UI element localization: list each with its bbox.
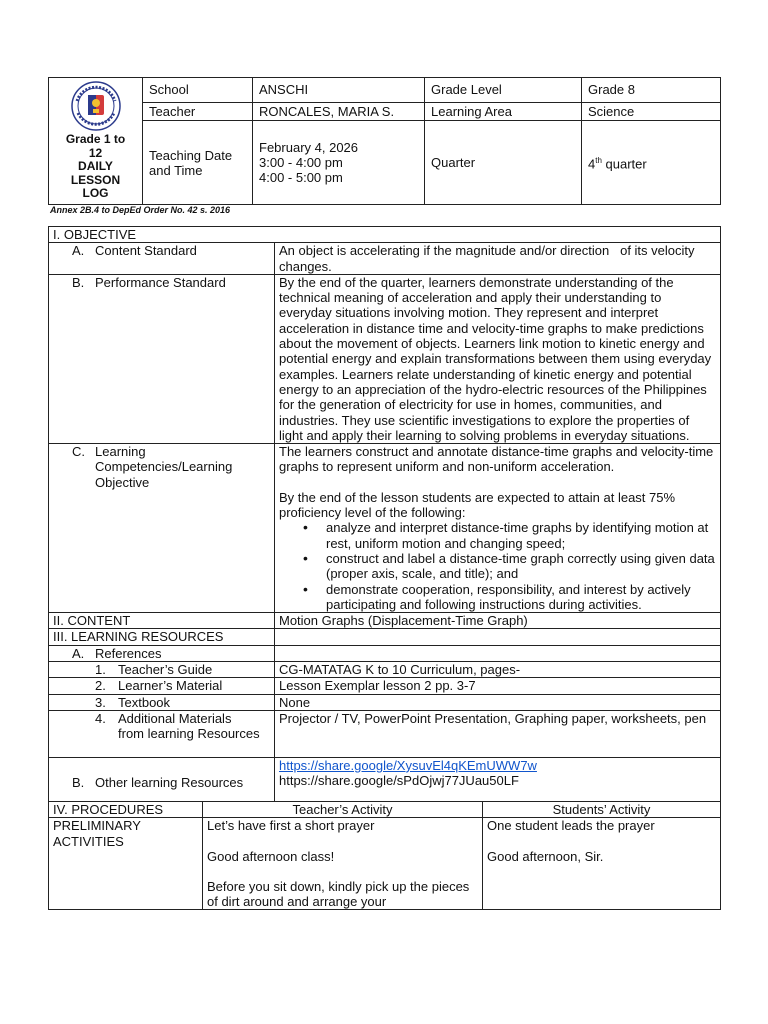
quarter-number: 4 xyxy=(588,156,596,172)
competencies-text-1: The learners construct and annotate distance-time graphs and velocity-time graphs to represent uniform and non-uniform acceleration. xyxy=(279,444,714,475)
annex-note: Annex 2B.4 to DepEd Order No. 42 s. 2016 xyxy=(50,205,231,215)
textbook-value: None xyxy=(275,694,721,710)
competencies-label-cell xyxy=(49,444,275,613)
performance-standard-text: By the end of the quarter, learners demonstrate understanding of the technical meaning of acceleration and apply their understanding to everyday situations involving motion. They represent and interpret acceleration in distance time and velocity-time graphs to make predictions about the movement of objects. Learners link motion to kinetic energy and potential energy and explain transformations between them using everyday examples. Learners relate understanding of kinetic energy and potential energy to an appreciation of the hydro-electric resources of the Philippines for the generation of electricity for use in homes, communities, and industries. They use scientific investigations to explore the properties of light and apply their learning to solving problems in everyday situations. xyxy=(275,274,721,443)
teacher-line-3: Before you sit down, kindly pick up the pieces of dirt around and arrange your xyxy=(207,878,470,910)
student-activity-header: Students’ Activity xyxy=(483,801,721,817)
other-resources-label: Other learning Resources xyxy=(95,774,244,790)
performance-standard-mark: B. xyxy=(72,274,85,290)
other-resources-mark: B. xyxy=(72,774,85,790)
teachers-guide-num: 1. xyxy=(95,662,106,678)
references-mark: A. xyxy=(72,645,85,661)
list-item: • analyze and interpret distance-time graphs by identifying motion at rest, uniform motion and changing speed; xyxy=(303,520,716,551)
teachers-guide-label-cell xyxy=(49,662,275,678)
resource-link-1[interactable]: https://share.google/XysuvEl4qKEmUWW7w xyxy=(279,757,537,773)
procedures-heading: IV. PROCEDURES xyxy=(49,801,203,817)
grade-level-label: Grade Level xyxy=(425,78,582,103)
teacher-line-1: Let’s have first a short prayer xyxy=(207,818,375,834)
school-value: ANSCHI xyxy=(253,78,425,103)
references-label: References xyxy=(95,645,162,661)
other-resources-links xyxy=(275,757,721,801)
content-standard-label-cell xyxy=(49,243,275,275)
teachers-guide-value: CG-MATATAG K to 10 Curriculum, pages- xyxy=(275,662,721,678)
school-label: School xyxy=(143,78,253,103)
quarter-value xyxy=(582,121,721,205)
competencies-label: Learning Competencies/Learning Objective xyxy=(95,444,233,490)
grade-level-value: Grade 8 xyxy=(582,78,721,103)
teacher-line-2: Good afternoon class! xyxy=(207,848,335,864)
teacher-label: Teacher xyxy=(143,103,253,121)
references-blank xyxy=(275,645,721,661)
student-line-1: One student leads the prayer xyxy=(487,818,655,834)
learning-area-label: Learning Area xyxy=(425,103,582,121)
lesson-table xyxy=(48,226,721,910)
learners-material-value: Lesson Exemplar lesson 2 pp. 3-7 xyxy=(275,678,721,694)
objective-heading: I. OBJECTIVE xyxy=(49,227,721,243)
learners-material-num: 2. xyxy=(95,678,106,694)
content-standard-label: Content Standard xyxy=(95,243,197,259)
content-standard-mark: A. xyxy=(72,243,85,259)
additional-materials-label-cell xyxy=(49,710,275,757)
content-value: Motion Graphs (Displacement-Time Graph) xyxy=(275,613,721,629)
resources-heading-blank xyxy=(275,629,721,645)
teaching-time-2: 4:00 - 5:00 pm xyxy=(259,170,343,186)
student-line-2: Good afternoon, Sir. xyxy=(487,848,604,864)
teacher-activity-header: Teacher’s Activity xyxy=(203,801,483,817)
performance-standard-label: Performance Standard xyxy=(95,274,226,290)
preliminary-activities-label: PRELIMINARY ACTIVITIES xyxy=(49,818,203,910)
content-heading: II. CONTENT xyxy=(49,613,275,629)
competencies-text-2: By the end of the lesson students are expected to attain at least 75% proficiency level of the following: xyxy=(279,489,676,521)
objective-bullet-list xyxy=(279,520,716,612)
teaching-date-label: Teaching Date and Time xyxy=(143,121,253,205)
content-standard-text: An object is accelerating if the magnitude and/or direction of its velocity changes. xyxy=(275,243,721,275)
learners-material-label-cell xyxy=(49,678,275,694)
teacher-activity-cell xyxy=(203,818,483,910)
teaching-date: February 4, 2026 xyxy=(259,139,359,155)
additional-materials-num: 4. xyxy=(95,710,106,726)
textbook-label: Textbook xyxy=(118,694,171,710)
textbook-num: 3. xyxy=(95,694,106,710)
student-activity-cell xyxy=(483,818,721,910)
additional-materials-label: Additional Materials from learning Resources xyxy=(118,710,260,742)
quarter-word: quarter xyxy=(601,156,647,172)
header-table xyxy=(48,77,721,205)
teaching-date-value xyxy=(253,121,425,205)
quarter-suffix: th xyxy=(595,156,602,166)
deped-seal-icon xyxy=(71,81,121,131)
competencies-text-cell xyxy=(275,444,721,613)
teaching-time-1: 3:00 - 4:00 pm xyxy=(259,155,343,171)
learning-area-value: Science xyxy=(582,103,721,121)
list-item: • construct and label a distance-time graph correctly using given data (proper axis, scale, and title); and xyxy=(303,551,716,582)
competencies-mark: C. xyxy=(72,444,85,460)
grade-block-title: Grade 1 to 12 DAILY LESSON LOG xyxy=(65,132,126,201)
additional-materials-value: Projector / TV, PowerPoint Presentation, Graphing paper, worksheets, pen xyxy=(275,710,721,757)
references-label-cell xyxy=(49,645,275,661)
learners-material-label: Learner’s Material xyxy=(118,678,223,694)
other-resources-label-cell xyxy=(49,757,275,801)
textbook-label-cell xyxy=(49,694,275,710)
list-item: • demonstrate cooperation, responsibility, and interest by actively participating and following instructions during activities. xyxy=(303,582,716,613)
resources-heading: III. LEARNING RESOURCES xyxy=(49,629,275,645)
performance-standard-label-cell xyxy=(49,274,275,443)
logo-cell xyxy=(49,78,143,205)
teacher-value: RONCALES, MARIA S. xyxy=(253,103,425,121)
teachers-guide-label: Teacher’s Guide xyxy=(118,662,213,678)
resource-link-2: https://share.google/sPdOjwj77JUau50LF xyxy=(279,773,519,789)
quarter-label: Quarter xyxy=(425,121,582,205)
